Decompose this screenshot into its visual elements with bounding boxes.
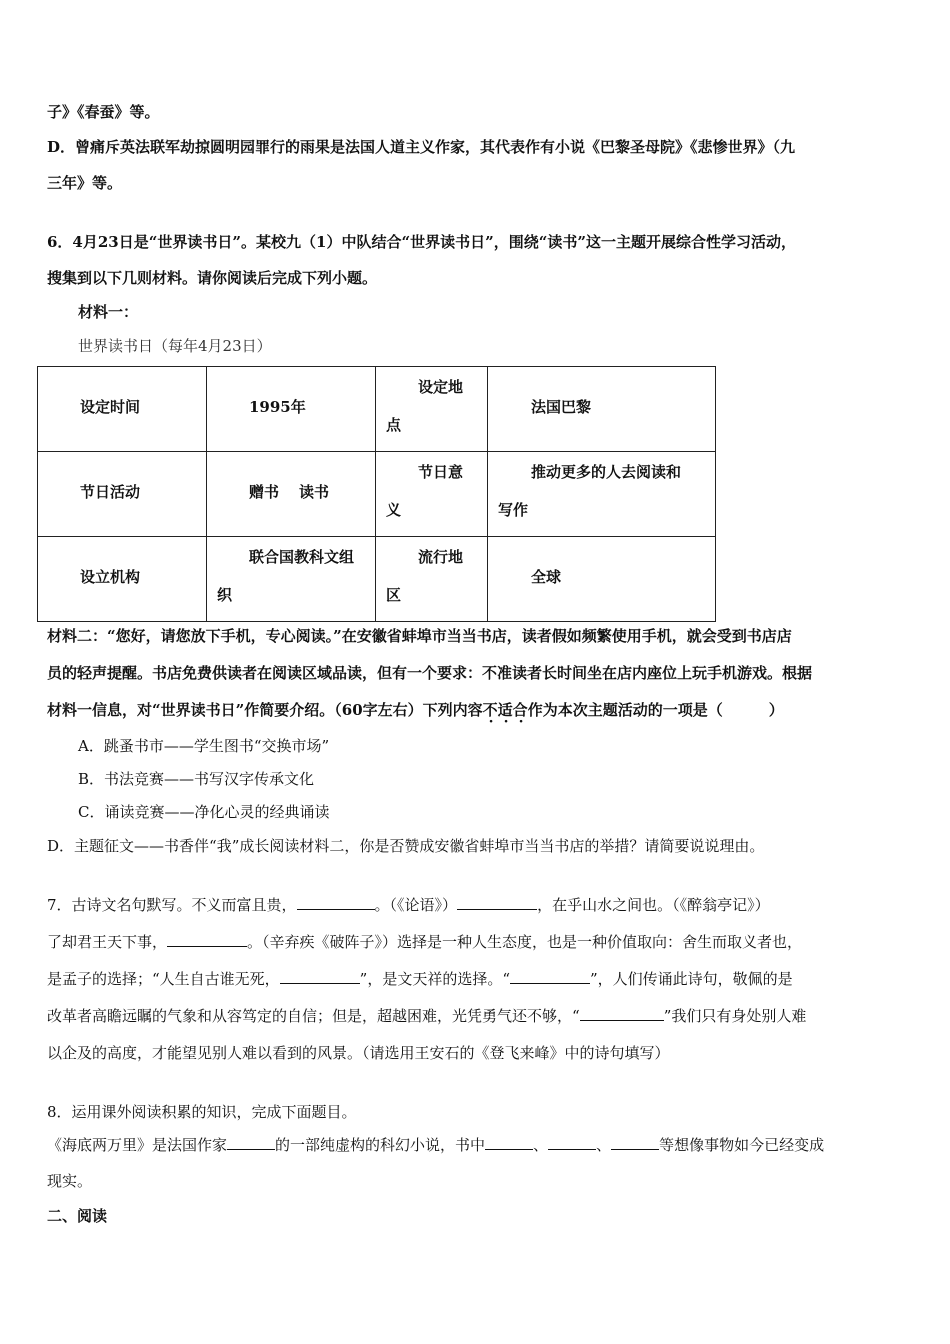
blank[interactable] <box>457 895 537 910</box>
option-c: C．诵读竞赛——净化心灵的经典诵读 <box>78 803 330 821</box>
blank[interactable] <box>297 895 375 910</box>
q7-line: 是孟子的选择；“人生自古谁无死， ”，是文天祥的选择。“ ”，人们传诵此诗句，敬佩的是 <box>47 970 793 988</box>
option-label: D． <box>47 138 76 156</box>
option-a: A．跳蚤书市——学生图书“交换市场” <box>78 737 330 755</box>
table-cell: 节日意 义 <box>376 452 488 537</box>
info-table <box>37 366 716 622</box>
option-d: D．主题征文——书香伴“我”成长阅读材料二，你是否赞成安徽省蚌埠市当当书店的举措？请简要说说理由。 <box>47 837 765 855</box>
table-cell: 1995年 <box>207 367 376 452</box>
emphasis-char: 适 <box>497 701 513 719</box>
option-text: 曾痛斥英法联军劫掠圆明园罪行的雨果是法国人道主义作家，其代表作有小说《巴黎圣母院》《悲惨世界》（九 <box>75 138 796 156</box>
q7-line: 改革者高瞻远瞩的气象和从容笃定的自信；但是，超越困难，光凭勇气还不够，“ ”我们只有身处别人难 <box>47 1007 807 1025</box>
q8-line: 8．运用课外阅读积累的知识，完成下面题目。 <box>47 1103 357 1121</box>
blank[interactable] <box>548 1135 596 1150</box>
q8-line: 《海底两万里》是法国作家 的一部纯虚构的科幻小说，书中 、 、 等想像事物如今已经变成 <box>47 1136 825 1154</box>
text-line: 子》《春蚕》等。 <box>47 103 160 121</box>
q7-line: 以企及的高度，才能望见别人难以看到的风景。（请选用王安石的《登飞来峰》中的诗句填写） <box>47 1044 670 1062</box>
table-cell: 赠书 读书 <box>207 452 376 537</box>
material-two-line: 材料一信息，对“世界读书日”作简要介绍。（60字左右）下列内容不适合作为本次主题活动的一项是（ ） <box>47 701 784 719</box>
blank[interactable] <box>280 969 360 984</box>
q8-line: 现实。 <box>47 1172 93 1190</box>
blank[interactable] <box>227 1135 275 1150</box>
blank[interactable] <box>485 1135 533 1150</box>
blank[interactable] <box>167 932 247 947</box>
option-d-line <box>47 137 795 157</box>
section-heading: 二、阅读 <box>47 1207 108 1225</box>
table-cell: 设立机构 <box>38 537 207 622</box>
table-cell: 节日活动 <box>38 452 207 537</box>
q7-line: 7．古诗文名句默写。不义而富且贵， 。（《论语》） ，在乎山水之间也。（《醉翁亭记》） <box>47 896 770 914</box>
table-cell: 全球 <box>488 537 716 622</box>
q6-stem-line: 搜集到以下几则材料。请你阅读后完成下列小题。 <box>47 269 378 287</box>
option-b: B．书法竞赛——书写汉字传承文化 <box>78 770 315 788</box>
table-cell: 流行地 区 <box>376 537 488 622</box>
q7-line: 了却君王天下事， 。（辛弃疾《破阵子》）选择是一种人生态度，也是一种价值取向：舍生而取义者也， <box>47 933 803 951</box>
emphasis-char: 不 <box>482 701 498 719</box>
material-two-line: 员的轻声提醒。书店免费供读者在阅读区域品读，但有一个要求：不准读者长时间坐在店内座位上玩手机游戏。根据 <box>47 664 813 682</box>
table-cell: 法国巴黎 <box>488 367 716 452</box>
text-line: 三年》等。 <box>47 174 123 192</box>
blank[interactable] <box>510 969 590 984</box>
blank[interactable] <box>611 1135 659 1150</box>
material-two-line: 材料二：“您好，请您放下手机，专心阅读。”在安徽省蚌埠市当当书店，读者假如频繁使用手机，就会受到书店店 <box>47 627 792 645</box>
table-cell: 推动更多的人去阅读和 写作 <box>488 452 716 537</box>
material-heading: 材料一： <box>78 303 139 321</box>
table-cell: 联合国教科文组 织 <box>207 537 376 622</box>
table-cell: 设定地 点 <box>376 367 488 452</box>
q6-stem-line: 6．4月23日是“世界读书日”。某校九（1）中队结合“世界读书日”，围绕“读书”这一主题开展综合性学习活动， <box>47 233 796 251</box>
table-caption: 世界读书日（每年4月23日） <box>78 337 272 355</box>
table-cell: 设定时间 <box>38 367 207 452</box>
emphasis-char: 合 <box>512 701 528 719</box>
blank[interactable] <box>580 1006 664 1021</box>
